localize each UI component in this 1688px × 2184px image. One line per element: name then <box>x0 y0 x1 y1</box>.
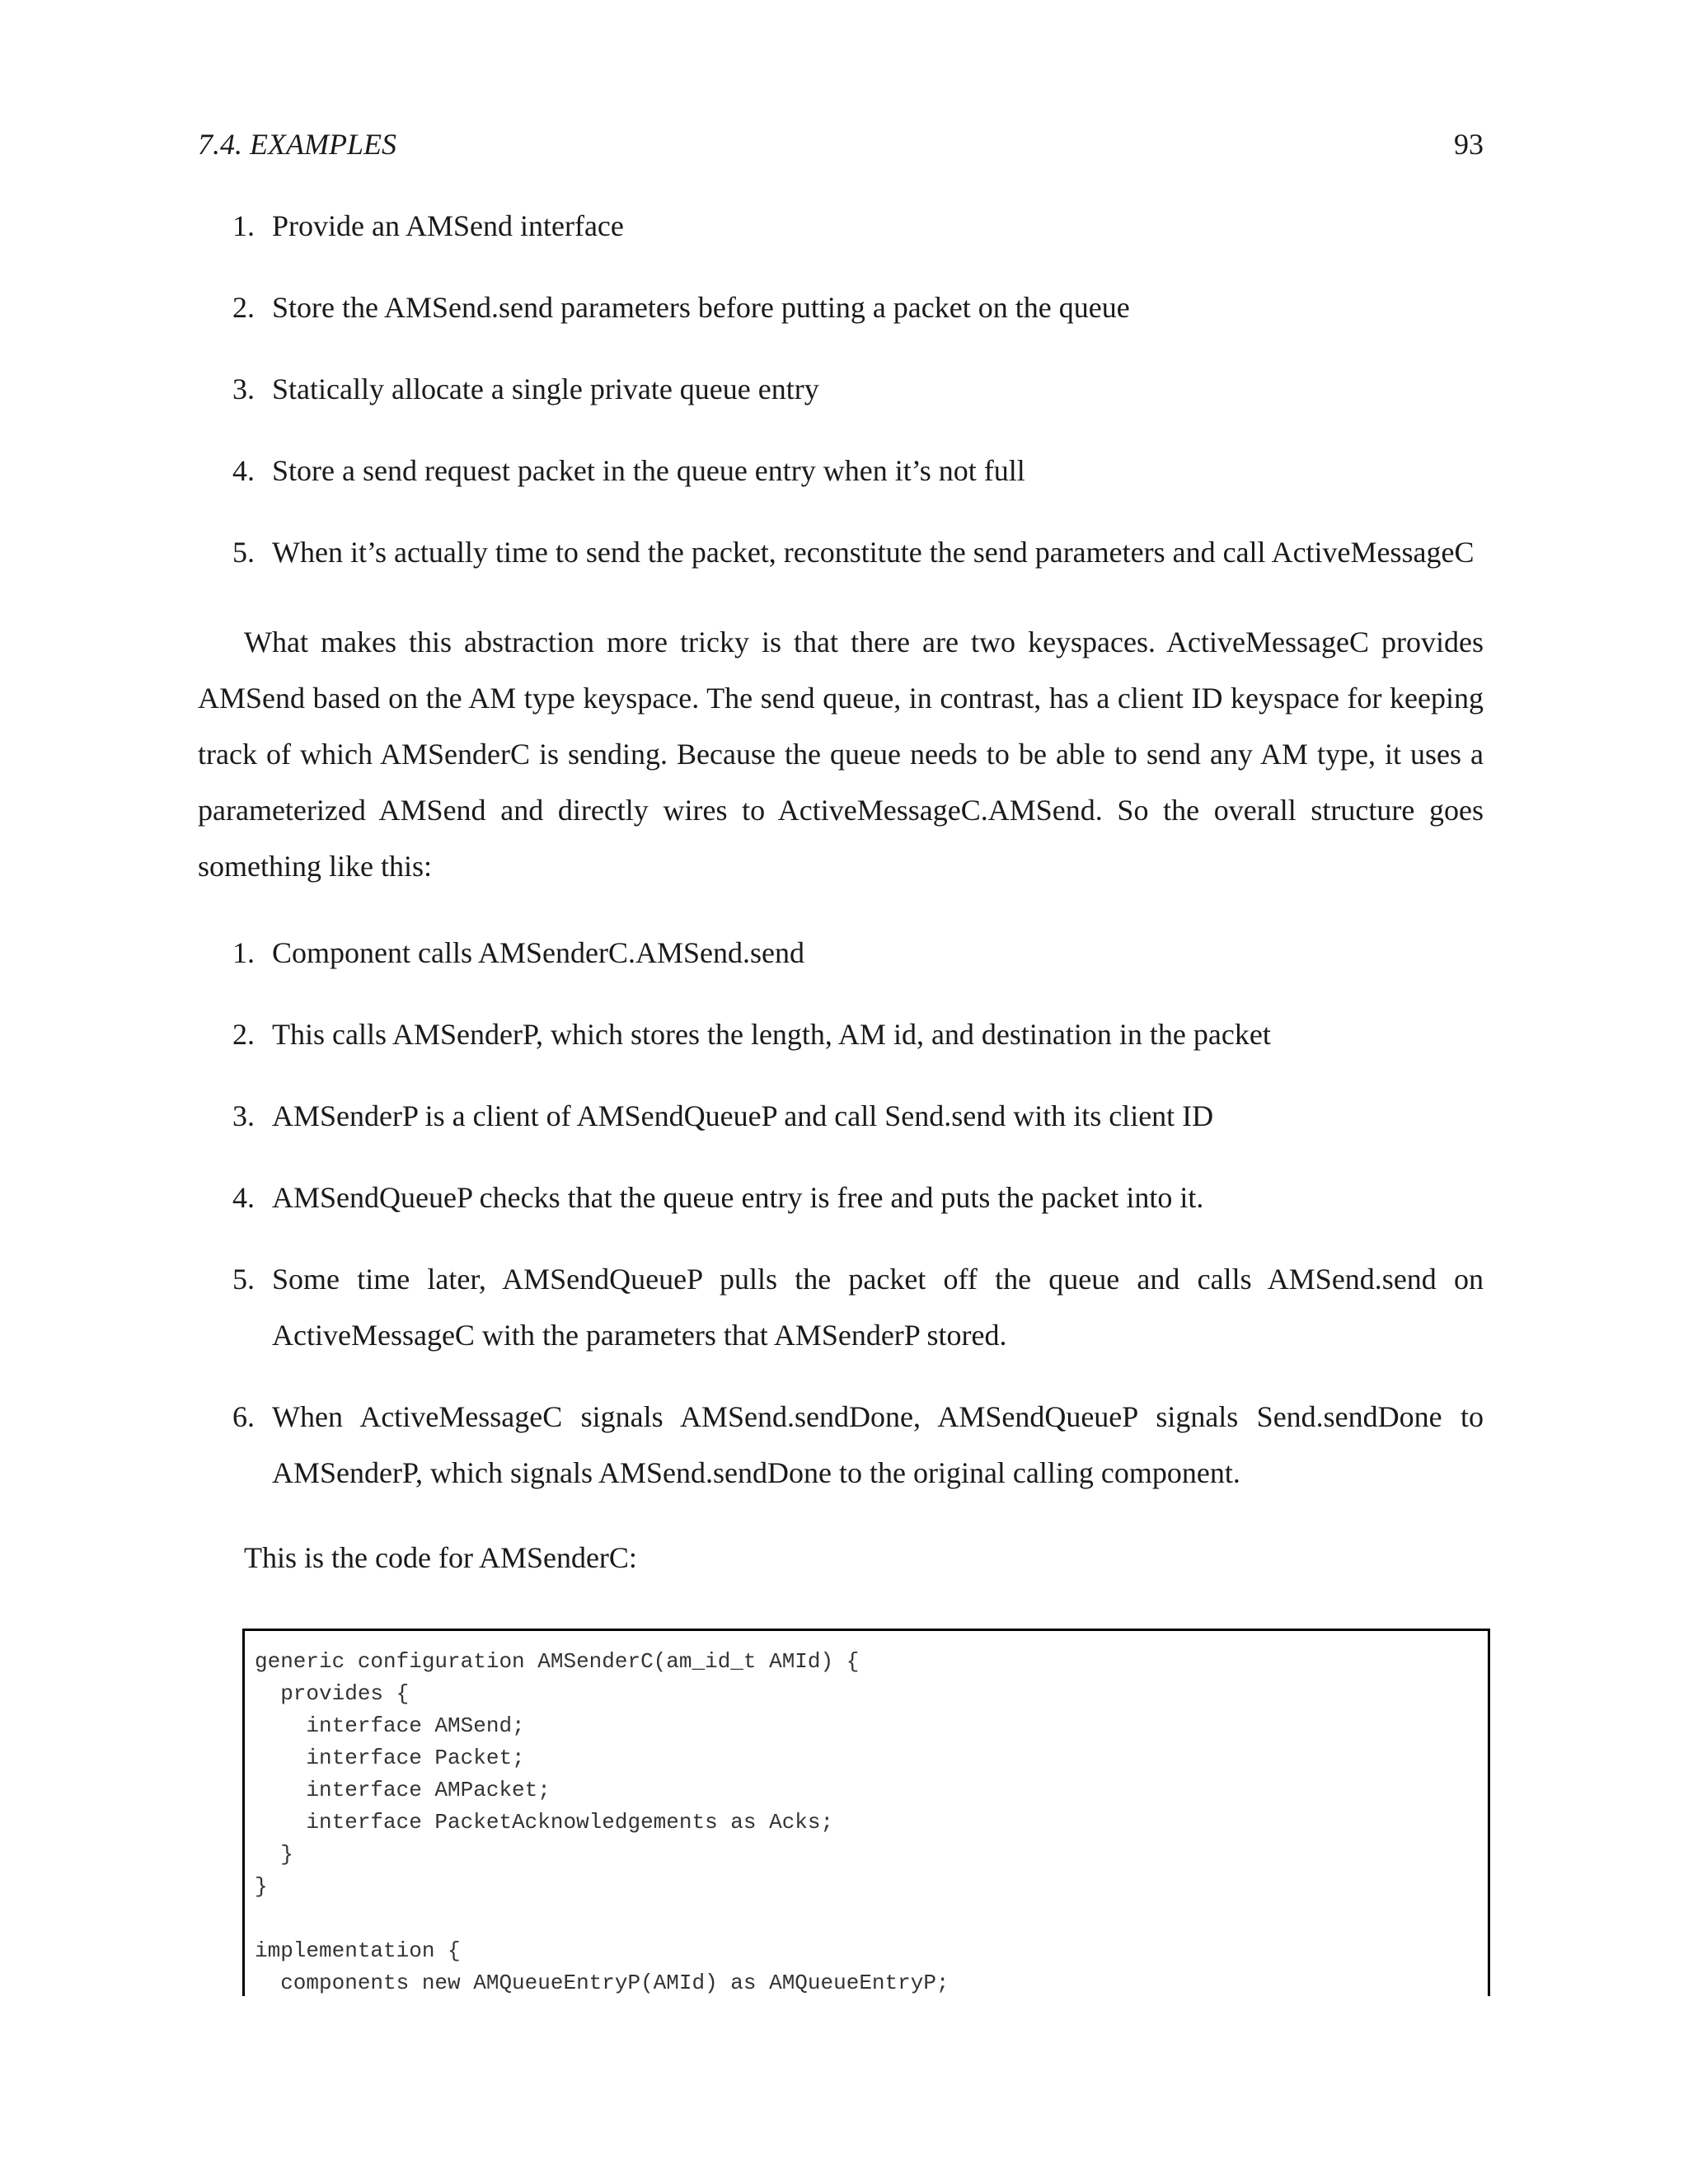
list-number: 1. <box>232 936 255 969</box>
running-head <box>198 124 1484 165</box>
body-paragraph: What makes this abstraction more tricky is that there are two keyspaces. ActiveMessageC provides AMSend based on the AM type keyspace. The send queue, in contrast, has a client ID keyspace for keeping track of which AMSenderC is sending. Because the queue needs to be able to send any AM type, it uses a parameterized AMSend and directly wires to ActiveMessageC.AMSend. So the overall structure goes something like this: <box>198 626 1484 883</box>
list-item <box>198 443 1484 499</box>
list-number: 1. <box>232 209 255 242</box>
list-text: Component calls AMSenderC.AMSend.send <box>272 936 804 969</box>
list-number: 5. <box>232 536 255 569</box>
list-number: 3. <box>232 373 255 405</box>
list-text: When ActiveMessageC signals AMSend.sendDone, AMSendQueueP signals Send.sendDone to AMSenderP, which signals AMSend.sendDone to the original calling component. <box>272 1400 1484 1489</box>
list-number: 2. <box>232 291 255 324</box>
list-item <box>198 1251 1484 1363</box>
list-number: 6. <box>232 1400 255 1433</box>
list-number: 4. <box>232 1181 255 1214</box>
list-item <box>198 1088 1484 1144</box>
list-item <box>198 361 1484 417</box>
section-title: 7.4. EXAMPLES <box>198 128 396 161</box>
code-text: generic configuration AMSenderC(am_id_t AMId) { provides { interface AMSend; interface Packet; interface AMPacket; interface PacketAcknowledgements as Acks; } } implementation { components new AMQueueEntryP(AMId) as AMQueueEntryP; <box>255 1649 950 1995</box>
list-number: 4. <box>232 454 255 487</box>
list-number: 3. <box>232 1099 255 1132</box>
list-item <box>198 1389 1484 1501</box>
list-text: AMSenderP is a client of AMSendQueueP and call Send.send with its client ID <box>272 1099 1214 1132</box>
list-text: This calls AMSenderP, which stores the length, AM id, and destination in the packet <box>272 1018 1271 1051</box>
list-text: Provide an AMSend interface <box>272 209 624 242</box>
list-number: 2. <box>232 1018 255 1051</box>
list-text: Store a send request packet in the queue entry when it’s not full <box>272 454 1025 487</box>
list-item <box>198 925 1484 981</box>
page-number: 93 <box>1454 128 1484 161</box>
list-item <box>198 198 1484 254</box>
list-item <box>198 1006 1484 1062</box>
list-text: Some time later, AMSendQueueP pulls the packet off the queue and calls AMSend.send on ActiveMessageC with the parameters that AMSenderP stored. <box>272 1263 1484 1352</box>
list-text: AMSendQueueP checks that the queue entry is free and puts the packet into it. <box>272 1181 1204 1214</box>
list-item <box>198 524 1484 580</box>
list-number: 5. <box>232 1263 255 1296</box>
list-item <box>198 279 1484 335</box>
structure-list <box>198 925 1484 1526</box>
list-text: When it’s actually time to send the packet, reconstitute the send parameters and call ActiveMessageC <box>272 536 1475 569</box>
list-item <box>198 1169 1484 1226</box>
code-intro: This is the code for AMSenderC: <box>244 1541 637 1574</box>
code-listing <box>242 1629 1490 1996</box>
requirements-list <box>198 198 1484 606</box>
list-text: Store the AMSend.send parameters before putting a packet on the queue <box>272 291 1130 324</box>
list-text: Statically allocate a single private queue entry <box>272 373 819 405</box>
